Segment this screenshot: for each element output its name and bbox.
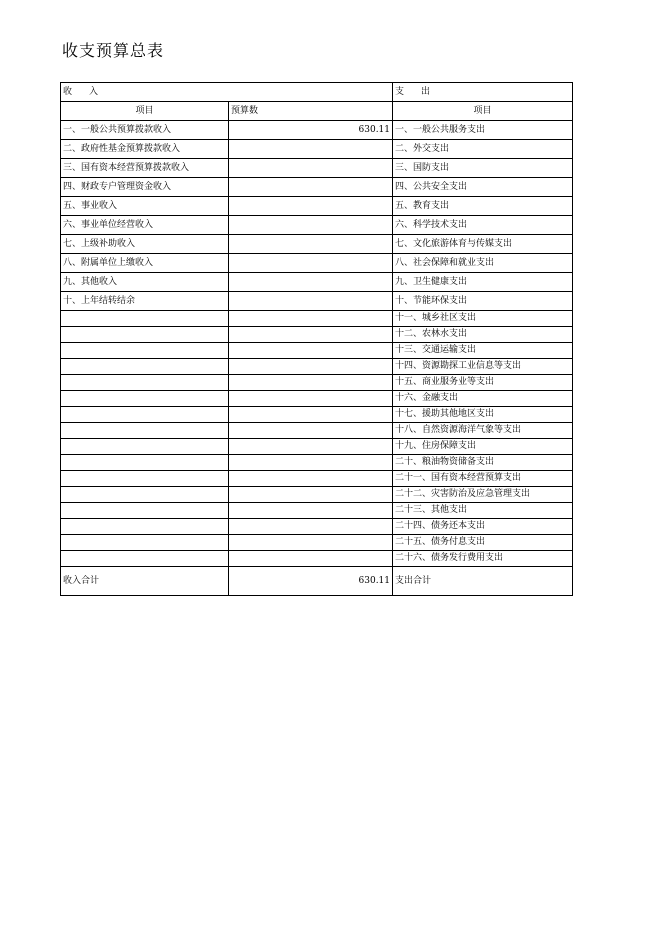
income-item-cell <box>61 343 229 359</box>
table-row <box>61 471 573 487</box>
table-row <box>61 519 573 535</box>
expense-item-cell: 十一、城乡社区支出 <box>393 311 573 327</box>
income-item-cell <box>61 327 229 343</box>
budget-summary-table <box>60 82 573 596</box>
budget-amount-cell <box>229 519 393 535</box>
expense-item-cell: 九、卫生健康支出 <box>393 273 573 292</box>
income-item-cell <box>61 423 229 439</box>
income-item-cell: 二、政府性基金预算拨款收入 <box>61 140 229 159</box>
income-item-cell <box>61 455 229 471</box>
budget-amount-cell <box>229 292 393 311</box>
budget-amount-cell <box>229 178 393 197</box>
expense-item-cell: 二十六、债务发行费用支出 <box>393 551 573 567</box>
income-total-amount: 630.11 <box>229 567 393 596</box>
expense-item-cell: 十八、自然资源海洋气象等支出 <box>393 423 573 439</box>
income-item-cell <box>61 311 229 327</box>
table-row <box>61 535 573 551</box>
budget-amount-cell <box>229 254 393 273</box>
expense-item-cell: 十七、援助其他地区支出 <box>393 407 573 423</box>
income-section-header: 收 入 <box>61 83 393 102</box>
table-row <box>61 391 573 407</box>
income-item-cell <box>61 407 229 423</box>
table-row <box>61 311 573 327</box>
income-item-cell <box>61 551 229 567</box>
expense-item-cell: 七、文化旅游体育与传媒支出 <box>393 235 573 254</box>
budget-amount-cell <box>229 439 393 455</box>
income-item-cell <box>61 519 229 535</box>
table-row <box>61 178 573 197</box>
income-item-cell <box>61 471 229 487</box>
income-item-cell <box>61 439 229 455</box>
table-row <box>61 343 573 359</box>
page-title: 收支预算总表 <box>62 41 165 60</box>
table-row <box>61 292 573 311</box>
income-item-cell: 五、事业收入 <box>61 197 229 216</box>
budget-amount-header: 预算数 <box>229 102 393 121</box>
table-row <box>61 359 573 375</box>
budget-amount-cell <box>229 407 393 423</box>
expense-item-cell: 三、国防支出 <box>393 159 573 178</box>
expense-item-cell: 十五、商业服务业等支出 <box>393 375 573 391</box>
expense-item-cell: 二十四、债务还本支出 <box>393 519 573 535</box>
budget-amount-cell <box>229 503 393 519</box>
budget-amount-cell <box>229 235 393 254</box>
budget-amount-cell <box>229 273 393 292</box>
table-row <box>61 375 573 391</box>
table-row <box>61 159 573 178</box>
budget-amount-cell <box>229 197 393 216</box>
expense-item-cell: 二、外交支出 <box>393 140 573 159</box>
income-item-cell <box>61 375 229 391</box>
income-item-cell <box>61 487 229 503</box>
table-row <box>61 423 573 439</box>
income-item-cell: 七、上级补助收入 <box>61 235 229 254</box>
table-row <box>61 503 573 519</box>
table-row <box>61 121 573 140</box>
expense-item-cell: 二十五、债务付息支出 <box>393 535 573 551</box>
income-item-cell <box>61 503 229 519</box>
expense-item-cell: 十四、资源勘探工业信息等支出 <box>393 359 573 375</box>
expense-item-cell: 二十一、国有资本经营预算支出 <box>393 471 573 487</box>
income-item-cell: 四、财政专户管理资金收入 <box>61 178 229 197</box>
budget-amount-cell <box>229 375 393 391</box>
budget-amount-cell <box>229 551 393 567</box>
table-row <box>61 487 573 503</box>
income-item-cell <box>61 535 229 551</box>
expense-item-cell: 二十三、其他支出 <box>393 503 573 519</box>
table-row <box>61 140 573 159</box>
budget-amount-cell <box>229 327 393 343</box>
expense-item-cell: 五、教育支出 <box>393 197 573 216</box>
budget-amount-cell <box>229 159 393 178</box>
budget-amount-cell <box>229 455 393 471</box>
expense-item-cell: 二十、粮油物资储备支出 <box>393 455 573 471</box>
budget-amount-cell <box>229 343 393 359</box>
expense-item-header: 项目 <box>393 102 573 121</box>
table-row <box>61 216 573 235</box>
income-total-label: 收入合计 <box>61 567 229 596</box>
income-item-cell: 三、国有资本经营预算拨款收入 <box>61 159 229 178</box>
expense-item-cell: 十二、农林水支出 <box>393 327 573 343</box>
expense-item-cell: 八、社会保障和就业支出 <box>393 254 573 273</box>
table-row <box>61 254 573 273</box>
expense-item-cell: 十、节能环保支出 <box>393 292 573 311</box>
table-row <box>61 327 573 343</box>
budget-amount-cell <box>229 471 393 487</box>
table-row <box>61 235 573 254</box>
income-item-cell: 十、上年结转结余 <box>61 292 229 311</box>
expense-item-cell: 一、一般公共服务支出 <box>393 121 573 140</box>
expense-total-label: 支出合计 <box>393 567 573 596</box>
expense-item-cell: 六、科学技术支出 <box>393 216 573 235</box>
budget-amount-cell <box>229 423 393 439</box>
column-header-row <box>61 102 573 121</box>
income-item-cell: 九、其他收入 <box>61 273 229 292</box>
budget-amount-cell <box>229 216 393 235</box>
budget-amount-cell <box>229 487 393 503</box>
totals-row <box>61 567 573 596</box>
expense-item-cell: 二十二、灾害防治及应急管理支出 <box>393 487 573 503</box>
income-item-cell <box>61 359 229 375</box>
budget-amount-cell <box>229 535 393 551</box>
expense-item-cell: 十九、住房保障支出 <box>393 439 573 455</box>
income-item-cell: 六、事业单位经营收入 <box>61 216 229 235</box>
expense-item-cell: 四、公共安全支出 <box>393 178 573 197</box>
table-row <box>61 455 573 471</box>
budget-amount-cell: 630.11 <box>229 121 393 140</box>
table-row <box>61 439 573 455</box>
income-item-header: 项目 <box>61 102 229 121</box>
table-row <box>61 197 573 216</box>
expense-item-cell: 十三、交通运输支出 <box>393 343 573 359</box>
expense-item-cell: 十六、金融支出 <box>393 391 573 407</box>
table-row <box>61 273 573 292</box>
income-item-cell: 一、一般公共预算拨款收入 <box>61 121 229 140</box>
table-row <box>61 551 573 567</box>
section-header-row <box>61 83 573 102</box>
income-item-cell: 八、附属单位上缴收入 <box>61 254 229 273</box>
table-row <box>61 407 573 423</box>
budget-amount-cell <box>229 359 393 375</box>
income-item-cell <box>61 391 229 407</box>
expense-section-header: 支 出 <box>393 83 573 102</box>
budget-amount-cell <box>229 391 393 407</box>
budget-amount-cell <box>229 311 393 327</box>
budget-amount-cell <box>229 140 393 159</box>
